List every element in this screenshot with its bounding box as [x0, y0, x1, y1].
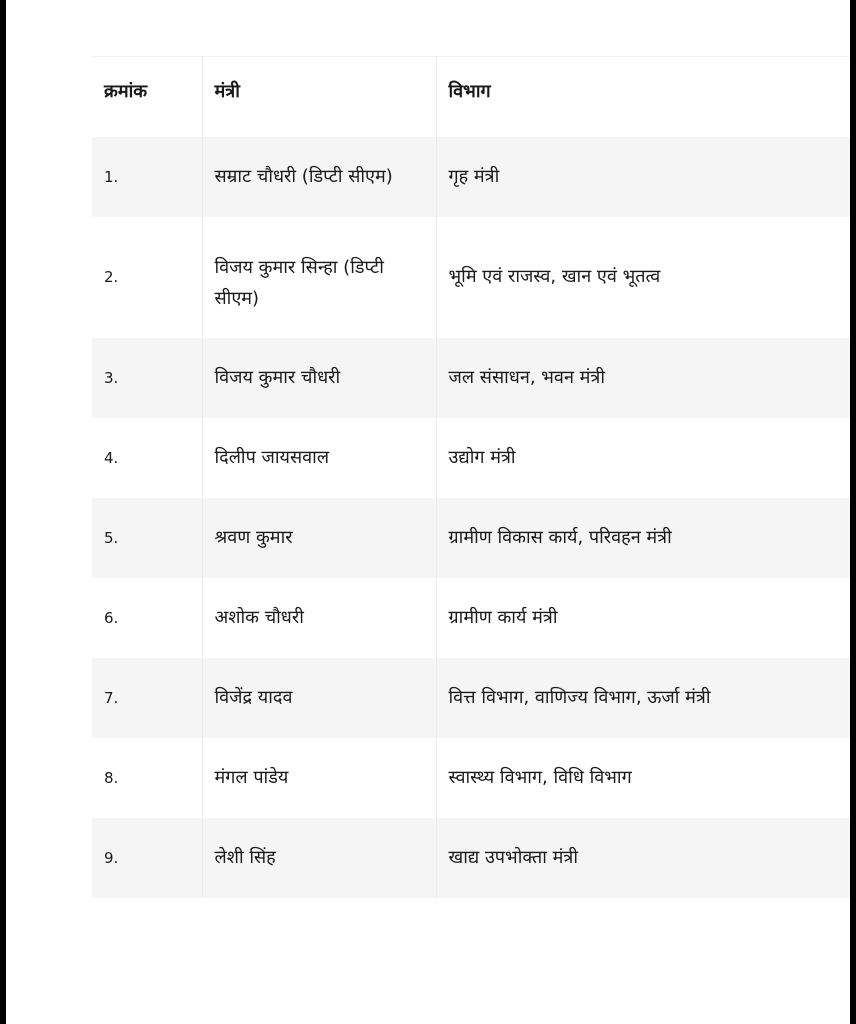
minister-name: सम्राट चौधरी (डिप्टी सीएम) — [202, 137, 436, 217]
table-row — [92, 338, 850, 418]
table-row — [92, 498, 850, 578]
minister-name: विजय कुमार सिन्हा (डिप्टी सीएम) — [202, 217, 436, 338]
table-row — [92, 578, 850, 658]
department-name: ग्रामीण कार्य मंत्री — [448, 606, 558, 628]
minister-name: मंगल पांडेय — [202, 738, 436, 818]
row-number: 9. — [92, 818, 202, 898]
row-number: 4. — [92, 418, 202, 498]
row-number: 7. — [92, 658, 202, 738]
header-serial-number: क्रमांक — [92, 57, 202, 137]
table-row — [92, 217, 850, 338]
department-name: भूमि एवं राजस्व, खान एवं भूतत्व — [448, 266, 661, 288]
minister-name: विजय कुमार चौधरी — [202, 338, 436, 418]
header-minister: मंत्री — [202, 57, 436, 137]
table-body — [92, 137, 850, 898]
minister-name: अशोक चौधरी — [202, 578, 436, 658]
minister-name: श्रवण कुमार — [202, 498, 436, 578]
department-name: वित्त विभाग, वाणिज्य विभाग, ऊर्जा मंत्री — [448, 686, 711, 708]
row-number: 1. — [92, 137, 202, 217]
minister-name: लेशी सिंह — [202, 818, 436, 898]
table-header — [92, 57, 850, 137]
table-row — [92, 738, 850, 818]
row-number: 8. — [92, 738, 202, 818]
minister-name: विजेंद्र यादव — [202, 658, 436, 738]
department-name: उद्योग मंत्री — [448, 446, 516, 468]
header-department: विभाग — [448, 81, 491, 102]
row-number: 2. — [92, 217, 202, 338]
row-number: 5. — [92, 498, 202, 578]
document-page — [6, 0, 850, 1024]
minister-name: दिलीप जायसवाल — [202, 418, 436, 498]
department-name: जल संसाधन, भवन मंत्री — [448, 366, 606, 388]
department-name: खाद्य उपभोक्ता मंत्री — [448, 846, 579, 868]
row-number: 3. — [92, 338, 202, 418]
table-row — [92, 658, 850, 738]
header-row — [92, 57, 850, 137]
ministers-table — [92, 56, 850, 898]
table-row — [92, 418, 850, 498]
table-row — [92, 137, 850, 217]
department-name: ग्रामीण विकास कार्य, परिवहन मंत्री — [448, 526, 672, 548]
department-name: गृह मंत्री — [448, 165, 500, 187]
table-row — [92, 818, 850, 898]
row-number: 6. — [92, 578, 202, 658]
department-name: स्वास्थ्य विभाग, विधि विभाग — [448, 766, 632, 788]
